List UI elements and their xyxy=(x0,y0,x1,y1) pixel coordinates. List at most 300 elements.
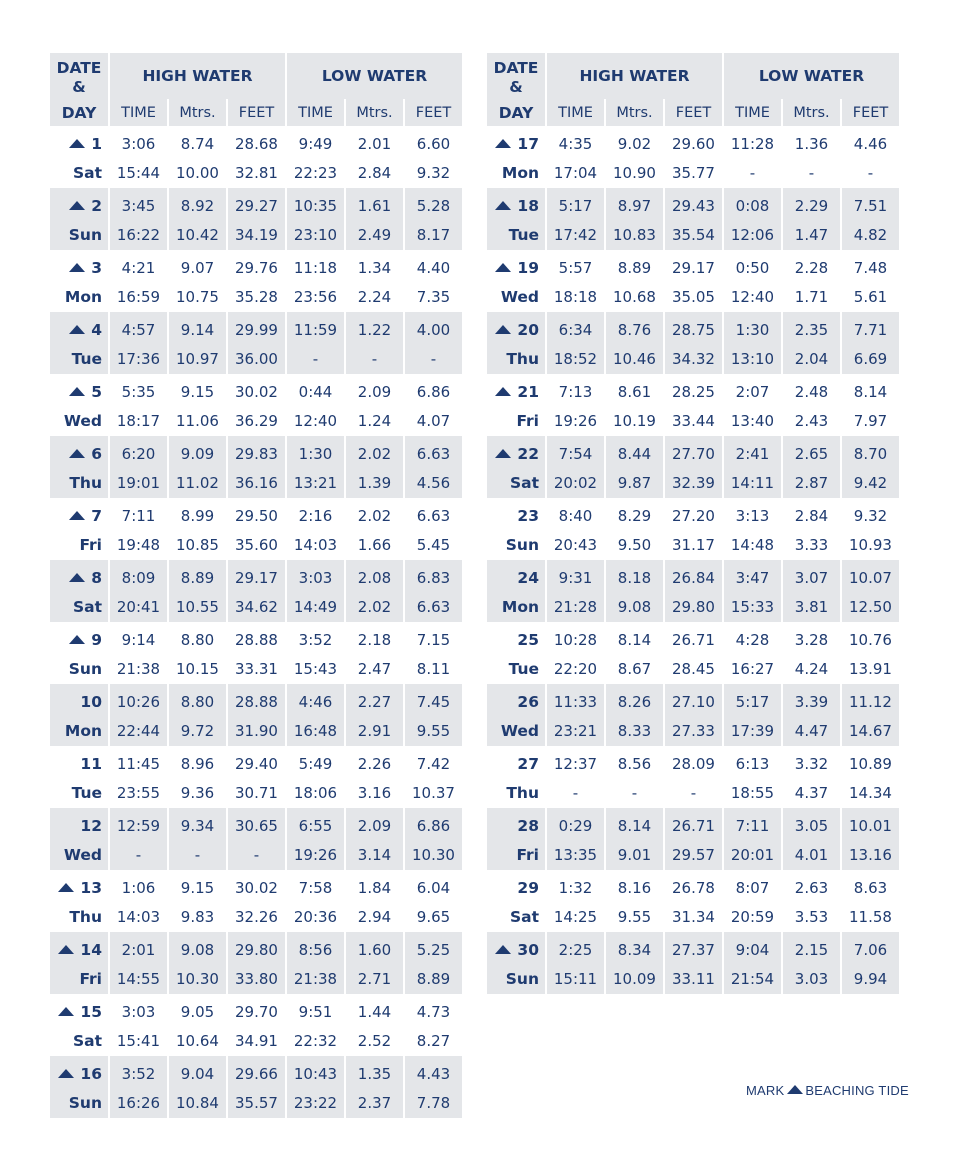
hw-mtrs-cell: 9.05 xyxy=(180,1002,215,1021)
lw-feet-cell: 6.63 xyxy=(416,506,451,525)
day-cell: Sun xyxy=(50,219,108,250)
date-number: 23 xyxy=(517,506,539,525)
lw-feet-cell: 10.93 xyxy=(849,535,892,554)
table-row xyxy=(50,126,462,157)
day-header: DAY xyxy=(487,99,545,126)
day-cell: Mon xyxy=(501,163,539,182)
table-row xyxy=(50,746,462,777)
hw-mtrs-cell: 9.83 xyxy=(180,907,215,926)
date-cell xyxy=(487,560,545,591)
table-row xyxy=(487,312,899,343)
lw-time-cell: 2:41 xyxy=(724,436,781,467)
lw-mtrs-cell: 1.47 xyxy=(783,219,840,250)
hw-feet-cell: 34.62 xyxy=(228,591,285,622)
lw-time-cell: 1:30 xyxy=(724,312,781,343)
hw-feet-cell: 32.26 xyxy=(235,907,278,926)
date-cell xyxy=(487,126,545,157)
table-row xyxy=(50,219,462,250)
hw-time-cell: 4:35 xyxy=(558,134,593,153)
lw-feet-cell: 7.06 xyxy=(842,932,899,963)
lw-time-cell: 8:56 xyxy=(287,932,344,963)
hw-mtrs-cell: 9.15 xyxy=(180,878,215,897)
lw-mtrs-cell: 2.37 xyxy=(346,1087,403,1118)
high-water-header: HIGH WATER xyxy=(110,53,285,99)
hw-time-cell: 5:17 xyxy=(547,188,604,219)
lw-time-cell: 13:40 xyxy=(730,411,775,430)
date-cell xyxy=(50,870,108,901)
hw-feet-cell: 35.77 xyxy=(672,163,715,182)
date-number: 3 xyxy=(91,258,102,277)
table-row xyxy=(487,126,899,157)
date-cell xyxy=(50,560,108,591)
lw-feet-cell: 9.42 xyxy=(842,467,899,498)
hw-feet-cell: 29.70 xyxy=(235,1002,278,1021)
lw-feet-cell: 8.89 xyxy=(405,963,462,994)
lw-feet-cell: 7.35 xyxy=(416,287,451,306)
hw-feet-cell: 28.45 xyxy=(672,659,715,678)
table-row xyxy=(50,963,462,994)
hw-time-cell: 6:20 xyxy=(110,436,167,467)
lw-time-cell: 7:11 xyxy=(724,808,781,839)
hw-feet-cell: 35.05 xyxy=(672,287,715,306)
day-cell: Tue xyxy=(50,343,108,374)
lw-time-cell: 4:28 xyxy=(735,630,770,649)
tide-table-left xyxy=(48,53,464,1118)
hw-mtrs-cell: 9.07 xyxy=(180,258,215,277)
table-row xyxy=(50,343,462,374)
hw-time-cell: 7:11 xyxy=(121,506,156,525)
day-cell: Sat xyxy=(72,163,102,182)
date-cell xyxy=(50,994,108,1025)
date-number: 28 xyxy=(517,816,539,835)
date-number: 13 xyxy=(80,878,102,897)
day-cell: Sun xyxy=(505,535,539,554)
hw-feet-cell: 29.17 xyxy=(228,560,285,591)
hw-mtrs-cell: 9.08 xyxy=(606,591,663,622)
hw-mtrs-cell: 8.44 xyxy=(606,436,663,467)
hw-mtrs-cell: 9.08 xyxy=(169,932,226,963)
table-row xyxy=(487,901,899,932)
lw-feet-cell: 4.82 xyxy=(842,219,899,250)
lw-time-cell: 23:56 xyxy=(293,287,338,306)
hw-time-cell: 2:01 xyxy=(110,932,167,963)
lw-feet-cell: 9.94 xyxy=(842,963,899,994)
date-number: 30 xyxy=(517,940,539,959)
lw-mtrs-cell: 4.24 xyxy=(794,659,829,678)
hw-mtrs-cell: 10.64 xyxy=(176,1031,219,1050)
lw-mtrs-cell: - xyxy=(808,163,815,182)
day-cell: Tue xyxy=(508,659,539,678)
hw-time-cell: 17:36 xyxy=(110,343,167,374)
day-cell: Fri xyxy=(487,839,545,870)
hw-feet-cell: 36.16 xyxy=(228,467,285,498)
lw-feet-cell: 8.70 xyxy=(842,436,899,467)
lw-mtrs-cell: 2.04 xyxy=(783,343,840,374)
table-row xyxy=(50,839,462,870)
day-cell: Thu xyxy=(506,783,539,802)
hw-mtrs-cell: 9.14 xyxy=(169,312,226,343)
hw-time-cell: 19:26 xyxy=(553,411,598,430)
hw-mtrs-cell: 10.19 xyxy=(613,411,656,430)
hw-feet-cell: 28.25 xyxy=(672,382,715,401)
beaching-tide-icon xyxy=(69,387,85,396)
date-cell xyxy=(487,746,545,777)
lw-time-cell: 22:23 xyxy=(293,163,338,182)
hw-time-header: TIME xyxy=(110,99,167,126)
hw-feet-cell: 35.54 xyxy=(665,219,722,250)
table-row xyxy=(487,715,899,746)
hw-mtrs-cell: 10.90 xyxy=(613,163,656,182)
date-cell xyxy=(487,932,545,963)
hw-time-cell: 15:11 xyxy=(547,963,604,994)
lw-time-cell: 0:44 xyxy=(298,382,333,401)
hw-feet-cell: 33.44 xyxy=(672,411,715,430)
hw-time-cell: 5:57 xyxy=(558,258,593,277)
hw-time-cell: 2:25 xyxy=(547,932,604,963)
lw-mtrs-cell: 1.44 xyxy=(357,1002,392,1021)
lw-feet-header: FEET xyxy=(842,99,899,126)
hw-feet-cell: 29.50 xyxy=(235,506,278,525)
lw-mtrs-cell: 2.94 xyxy=(357,907,392,926)
hw-feet-cell: 29.27 xyxy=(228,188,285,219)
date-cell xyxy=(50,808,108,839)
lw-feet-cell: 9.32 xyxy=(416,163,451,182)
table-row xyxy=(50,529,462,560)
hw-feet-cell: 29.99 xyxy=(228,312,285,343)
lw-time-cell: 3:03 xyxy=(287,560,344,591)
beaching-tide-icon xyxy=(69,449,85,458)
hw-time-cell: 14:55 xyxy=(110,963,167,994)
lw-feet-cell: 7.97 xyxy=(853,411,888,430)
table-row xyxy=(50,1087,462,1118)
lw-mtrs-cell: 1.66 xyxy=(357,535,392,554)
hw-feet-cell: 29.17 xyxy=(672,258,715,277)
table-row xyxy=(50,715,462,746)
lw-mtrs-cell: 3.07 xyxy=(783,560,840,591)
hw-feet-cell: 27.37 xyxy=(665,932,722,963)
lw-mtrs-cell: 2.02 xyxy=(346,591,403,622)
lw-time-cell: - xyxy=(287,343,344,374)
hw-mtrs-cell: 8.80 xyxy=(169,684,226,715)
hw-mtrs-cell: 9.02 xyxy=(617,134,652,153)
lw-mtrs-cell: 2.02 xyxy=(357,506,392,525)
date-cell xyxy=(50,188,108,219)
hw-mtrs-cell: 8.18 xyxy=(606,560,663,591)
lw-feet-cell: 14.67 xyxy=(842,715,899,746)
lw-time-cell: 3:52 xyxy=(298,630,333,649)
date-cell xyxy=(487,498,545,529)
table-row xyxy=(50,560,462,591)
date-cell xyxy=(487,870,545,901)
hw-time-cell: 18:18 xyxy=(553,287,598,306)
table-row xyxy=(50,467,462,498)
lw-feet-cell: 10.07 xyxy=(842,560,899,591)
day-cell: Sat xyxy=(50,591,108,622)
lw-feet-cell: 6.86 xyxy=(416,382,451,401)
table-row xyxy=(487,250,899,281)
hw-time-cell: 12:59 xyxy=(110,808,167,839)
hw-feet-cell: 33.80 xyxy=(228,963,285,994)
hw-time-cell: 21:38 xyxy=(116,659,161,678)
hw-mtrs-cell: 8.67 xyxy=(617,659,652,678)
hw-time-cell: 23:55 xyxy=(116,783,161,802)
lw-mtrs-cell: 2.09 xyxy=(346,808,403,839)
hw-mtrs-cell: 8.89 xyxy=(617,258,652,277)
hw-mtrs-cell: 8.74 xyxy=(180,134,215,153)
hw-time-cell: 18:52 xyxy=(547,343,604,374)
hw-time-cell: 14:25 xyxy=(553,907,598,926)
date-number: 17 xyxy=(517,134,539,153)
hw-time-cell: 17:42 xyxy=(547,219,604,250)
day-cell: Fri xyxy=(50,963,108,994)
hw-mtrs-cell: 8.34 xyxy=(606,932,663,963)
lw-feet-cell: 10.37 xyxy=(412,783,455,802)
lw-feet-cell: 13.91 xyxy=(849,659,892,678)
hw-feet-cell: 26.84 xyxy=(665,560,722,591)
day-cell: Tue xyxy=(71,783,102,802)
lw-feet-cell: 4.40 xyxy=(416,258,451,277)
date-number: 10 xyxy=(80,692,102,711)
table-row xyxy=(50,901,462,932)
hw-feet-cell: 28.88 xyxy=(228,684,285,715)
hw-time-cell: 8:09 xyxy=(110,560,167,591)
lw-time-cell: 12:06 xyxy=(724,219,781,250)
hw-mtrs-cell: 10.15 xyxy=(176,659,219,678)
date-number: 26 xyxy=(517,692,539,711)
lw-time-cell: 22:32 xyxy=(293,1031,338,1050)
lw-feet-cell: 6.63 xyxy=(405,436,462,467)
day-cell: Sat xyxy=(509,907,539,926)
hw-mtrs-cell: 8.61 xyxy=(617,382,652,401)
table-row xyxy=(487,219,899,250)
lw-feet-cell: 10.76 xyxy=(849,630,892,649)
lw-time-cell: 13:21 xyxy=(287,467,344,498)
hw-time-cell: 3:06 xyxy=(121,134,156,153)
date-number: 5 xyxy=(91,382,102,401)
lw-time-cell: 4:46 xyxy=(287,684,344,715)
table-row xyxy=(50,622,462,653)
hw-feet-cell: 26.78 xyxy=(672,878,715,897)
hw-mtrs-cell: 10.09 xyxy=(606,963,663,994)
lw-feet-cell: 4.07 xyxy=(416,411,451,430)
day-cell: Sun xyxy=(68,659,102,678)
lw-time-cell: 2:07 xyxy=(735,382,770,401)
day-cell: Wed xyxy=(500,287,539,306)
lw-feet-cell: 12.50 xyxy=(842,591,899,622)
lw-mtrs-cell: 1.71 xyxy=(794,287,829,306)
hw-time-cell: 1:32 xyxy=(558,878,593,897)
table-row xyxy=(487,436,899,467)
hw-time-cell: 15:44 xyxy=(116,163,161,182)
lw-feet-cell: 6.04 xyxy=(416,878,451,897)
lw-time-cell: 10:35 xyxy=(287,188,344,219)
hw-mtrs-cell: 8.99 xyxy=(180,506,215,525)
hw-time-cell: 15:41 xyxy=(116,1031,161,1050)
beaching-tide-icon xyxy=(495,201,511,210)
beaching-tide-icon xyxy=(58,1069,74,1078)
beaching-tide-icon xyxy=(495,325,511,334)
hw-time-cell: 8:40 xyxy=(558,506,593,525)
hw-mtrs-cell: 8.92 xyxy=(169,188,226,219)
hw-mtrs-cell: 9.55 xyxy=(617,907,652,926)
date-number: 12 xyxy=(80,816,102,835)
hw-feet-cell: 27.33 xyxy=(665,715,722,746)
hw-time-cell: 21:28 xyxy=(547,591,604,622)
hw-feet-cell: 29.43 xyxy=(665,188,722,219)
lw-time-cell: 15:43 xyxy=(293,659,338,678)
lw-mtrs-cell: 3.81 xyxy=(783,591,840,622)
lw-time-cell: 11:28 xyxy=(730,134,775,153)
date-cell xyxy=(487,808,545,839)
hw-mtrs-header: Mtrs. xyxy=(606,99,663,126)
table-row xyxy=(487,374,899,405)
day-cell: Sun xyxy=(50,1087,108,1118)
hw-mtrs-cell: 8.26 xyxy=(606,684,663,715)
hw-mtrs-cell: 10.75 xyxy=(176,287,219,306)
beaching-tide-icon xyxy=(69,263,85,272)
day-cell: Mon xyxy=(487,591,545,622)
lw-mtrs-cell: 2.01 xyxy=(357,134,392,153)
lw-time-cell: 14:03 xyxy=(293,535,338,554)
hw-mtrs-cell: 8.16 xyxy=(617,878,652,897)
hw-time-cell: 17:04 xyxy=(553,163,598,182)
lw-feet-cell: 10.01 xyxy=(842,808,899,839)
lw-time-cell: 7:58 xyxy=(298,878,333,897)
legend-beaching-label: BEACHING TIDE xyxy=(805,1083,909,1098)
lw-feet-cell: 14.34 xyxy=(849,783,892,802)
lw-mtrs-cell: 3.39 xyxy=(783,684,840,715)
day-cell: Wed xyxy=(50,839,108,870)
hw-mtrs-cell: 9.87 xyxy=(606,467,663,498)
hw-time-cell: 20:43 xyxy=(553,535,598,554)
day-cell: Sun xyxy=(487,963,545,994)
lw-feet-cell: 5.61 xyxy=(853,287,888,306)
table-row xyxy=(487,839,899,870)
hw-feet-cell: 32.81 xyxy=(235,163,278,182)
lw-feet-cell: 4.73 xyxy=(416,1002,451,1021)
lw-mtrs-cell: 1.39 xyxy=(346,467,403,498)
hw-feet-cell: 30.71 xyxy=(235,783,278,802)
beaching-tide-icon xyxy=(69,325,85,334)
hw-feet-cell: 30.02 xyxy=(235,878,278,897)
date-number: 4 xyxy=(91,320,102,339)
lw-time-cell: 5:17 xyxy=(724,684,781,715)
hw-time-header: TIME xyxy=(547,99,604,126)
hw-feet-cell: - xyxy=(690,783,697,802)
hw-time-cell: 23:21 xyxy=(547,715,604,746)
table-row xyxy=(487,777,899,808)
beaching-tide-icon xyxy=(58,883,74,892)
beaching-tide-icon xyxy=(58,1007,74,1016)
lw-time-cell: 11:59 xyxy=(287,312,344,343)
lw-mtrs-cell: 2.15 xyxy=(783,932,840,963)
date-cell xyxy=(487,250,545,281)
hw-feet-cell: 31.34 xyxy=(672,907,715,926)
hw-mtrs-cell: 10.85 xyxy=(176,535,219,554)
lw-time-header: TIME xyxy=(724,99,781,126)
lw-mtrs-cell: 2.28 xyxy=(794,258,829,277)
date-number: 18 xyxy=(517,196,539,215)
date-header: DATE & xyxy=(50,53,108,99)
high-water-header: HIGH WATER xyxy=(547,53,722,99)
table-row xyxy=(487,591,899,622)
hw-feet-cell: 34.32 xyxy=(665,343,722,374)
hw-feet-cell: 28.88 xyxy=(235,630,278,649)
table-row xyxy=(487,498,899,529)
lw-time-cell: 18:55 xyxy=(730,783,775,802)
hw-feet-cell: 27.70 xyxy=(665,436,722,467)
lw-mtrs-cell: 2.29 xyxy=(783,188,840,219)
lw-feet-cell: 7.51 xyxy=(842,188,899,219)
date-number: 9 xyxy=(91,630,102,649)
lw-feet-cell: 9.32 xyxy=(853,506,888,525)
date-cell xyxy=(50,1056,108,1087)
lw-feet-cell: - xyxy=(405,343,462,374)
table-row xyxy=(50,281,462,312)
lw-mtrs-cell: 2.48 xyxy=(794,382,829,401)
hw-time-cell: 7:13 xyxy=(558,382,593,401)
table-row xyxy=(50,157,462,188)
date-cell xyxy=(50,126,108,157)
hw-mtrs-cell: 8.56 xyxy=(617,754,652,773)
hw-feet-cell: 33.11 xyxy=(665,963,722,994)
lw-time-cell: 21:38 xyxy=(287,963,344,994)
lw-feet-cell: 6.63 xyxy=(405,591,462,622)
hw-feet-cell: 35.60 xyxy=(235,535,278,554)
hw-feet-cell: 29.83 xyxy=(228,436,285,467)
lw-time-cell: 12:40 xyxy=(730,287,775,306)
date-header: DATE & xyxy=(487,53,545,99)
lw-time-cell: 5:49 xyxy=(298,754,333,773)
hw-time-cell: - xyxy=(110,839,167,870)
hw-feet-cell: 30.02 xyxy=(235,382,278,401)
hw-feet-cell: 28.75 xyxy=(665,312,722,343)
table-row xyxy=(50,405,462,436)
hw-time-cell: 3:45 xyxy=(110,188,167,219)
lw-feet-cell: 7.42 xyxy=(416,754,451,773)
hw-mtrs-cell: 8.14 xyxy=(617,630,652,649)
date-cell xyxy=(487,684,545,715)
hw-time-cell: 20:41 xyxy=(110,591,167,622)
lw-feet-cell: 4.43 xyxy=(405,1056,462,1087)
hw-time-cell: 12:37 xyxy=(553,754,598,773)
lw-mtrs-cell: 3.05 xyxy=(783,808,840,839)
lw-feet-cell: 7.45 xyxy=(405,684,462,715)
hw-mtrs-cell: 9.04 xyxy=(169,1056,226,1087)
hw-feet-cell: 31.17 xyxy=(672,535,715,554)
hw-mtrs-cell: 11.06 xyxy=(176,411,219,430)
table-row xyxy=(50,436,462,467)
lw-mtrs-cell: 3.32 xyxy=(794,754,829,773)
hw-mtrs-cell: 8.29 xyxy=(617,506,652,525)
date-cell xyxy=(487,436,545,467)
lw-feet-cell: 8.11 xyxy=(416,659,451,678)
date-number: 27 xyxy=(517,754,539,773)
date-number: 1 xyxy=(91,134,102,153)
tide-rows-left xyxy=(50,126,462,1118)
hw-mtrs-cell: 8.96 xyxy=(180,754,215,773)
lw-mtrs-cell: 2.84 xyxy=(357,163,392,182)
beaching-tide-icon xyxy=(495,449,511,458)
day-cell: Thu xyxy=(69,907,102,926)
table-row xyxy=(50,653,462,684)
day-cell: Wed xyxy=(487,715,545,746)
date-cell xyxy=(50,932,108,963)
lw-feet-cell: 13.16 xyxy=(842,839,899,870)
lw-mtrs-cell: 2.71 xyxy=(346,963,403,994)
tide-rows-right xyxy=(487,126,899,994)
date-number: 15 xyxy=(80,1002,102,1021)
